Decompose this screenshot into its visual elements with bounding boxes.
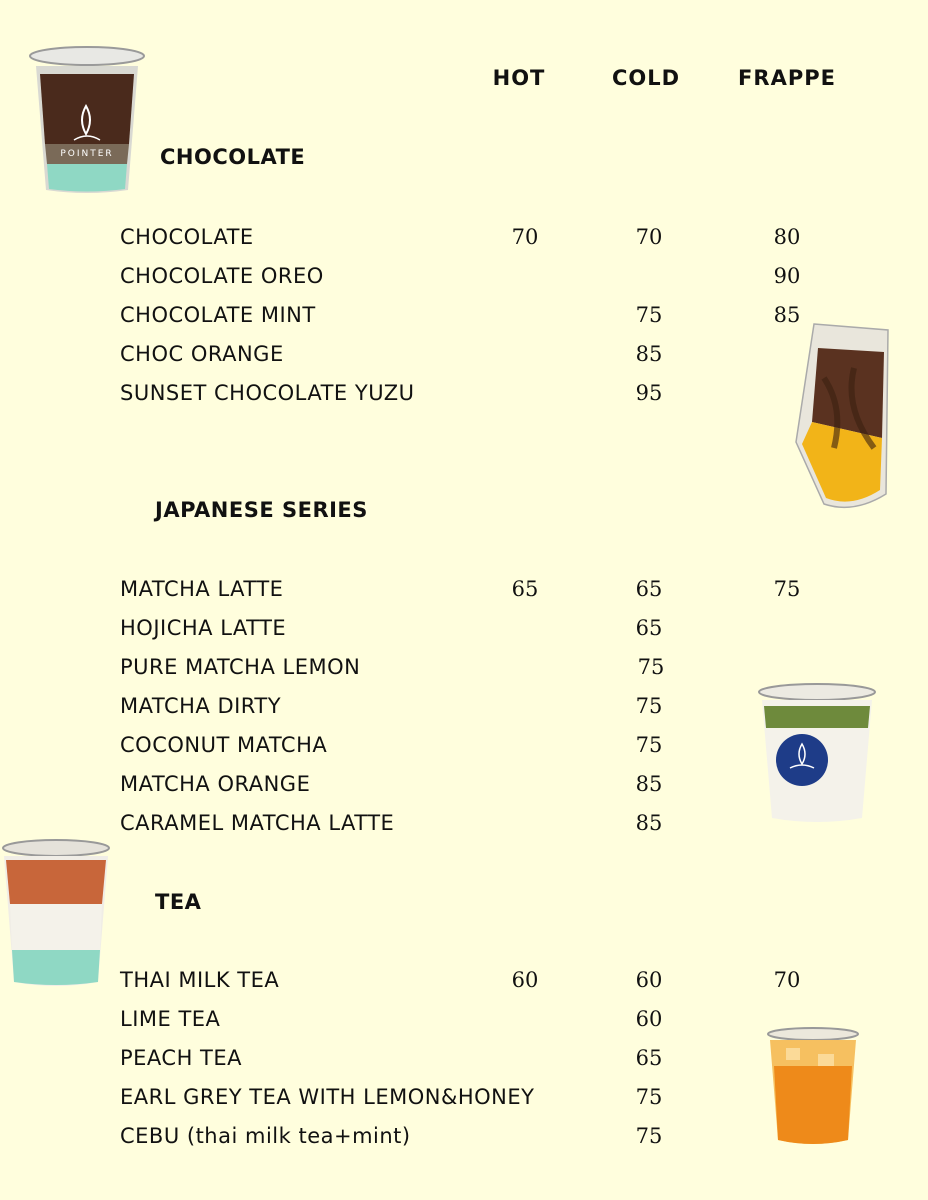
chocolate-yuzu-bottle-image [784, 318, 894, 512]
item-name: HOJICHA LATTE [120, 616, 287, 640]
price-cold: 75 [635, 694, 663, 718]
section-title-chocolate: CHOCOLATE [160, 145, 306, 169]
menu-row [0, 968, 928, 998]
price-cold: 70 [635, 225, 663, 249]
column-header-hot: HOT [492, 66, 546, 90]
price-frappe: 80 [773, 225, 801, 249]
price-frappe: 75 [773, 577, 801, 601]
price-hot: 70 [511, 225, 539, 249]
price-frappe: 70 [773, 968, 801, 992]
price-cold: 85 [635, 772, 663, 796]
item-name: MATCHA LATTE [120, 577, 284, 601]
item-name: CHOCOLATE [120, 225, 254, 249]
thai-tea-cup-image [0, 838, 112, 990]
chocolate-mint-cup-image [26, 44, 148, 196]
price-cold: 60 [635, 968, 663, 992]
menu-row [0, 616, 928, 646]
price-cold: 75 [635, 733, 663, 757]
item-name: CHOCOLATE OREO [120, 264, 324, 288]
item-name: MATCHA DIRTY [120, 694, 282, 718]
price-hot: 60 [511, 968, 539, 992]
menu-row [0, 264, 928, 294]
item-name: CHOC ORANGE [120, 342, 284, 366]
price-cold: 75 [635, 303, 663, 327]
matcha-latte-cup-image [756, 682, 878, 826]
column-header-cold: COLD [611, 66, 681, 90]
item-name: SUNSET CHOCOLATE YUZU [120, 381, 415, 405]
price-cold: 95 [635, 381, 663, 405]
price-cold: 75 [635, 1085, 663, 1109]
menu-row [0, 655, 928, 685]
price-frappe: 90 [773, 264, 801, 288]
item-name: MATCHA ORANGE [120, 772, 311, 796]
section-title-tea: TEA [155, 890, 202, 914]
section-title-japanese-series: JAPANESE SERIES [155, 498, 368, 522]
menu-row [0, 577, 928, 607]
item-name: PURE MATCHA LEMON [120, 655, 361, 679]
price-cold: 60 [635, 1007, 663, 1031]
item-name: PEACH TEA [120, 1046, 243, 1070]
item-name: CHOCOLATE MINT [120, 303, 316, 327]
price-cold: 65 [635, 577, 663, 601]
column-header-frappe: FRAPPE [738, 66, 836, 90]
price-frappe: 85 [773, 303, 801, 327]
price-cold: 65 [635, 1046, 663, 1070]
brand-text: POINTER [60, 149, 114, 159]
peach-tea-cup-image [766, 1026, 860, 1148]
price-hot: 65 [511, 577, 539, 601]
item-name: LIME TEA [120, 1007, 221, 1031]
price-cold: 85 [635, 811, 663, 835]
menu-row [0, 225, 928, 255]
price-cold: 75 [635, 1124, 663, 1148]
item-name: CEBU (thai milk tea+mint) [120, 1124, 411, 1148]
item-name: COCONUT MATCHA [120, 733, 328, 757]
item-name: CARAMEL MATCHA LATTE [120, 811, 395, 835]
item-name: THAI MILK TEA [120, 968, 280, 992]
price-cold: 65 [635, 616, 663, 640]
price-cold: 75 [637, 655, 665, 679]
price-cold: 85 [635, 342, 663, 366]
item-name: EARL GREY TEA WITH LEMON&HONEY [120, 1085, 535, 1109]
